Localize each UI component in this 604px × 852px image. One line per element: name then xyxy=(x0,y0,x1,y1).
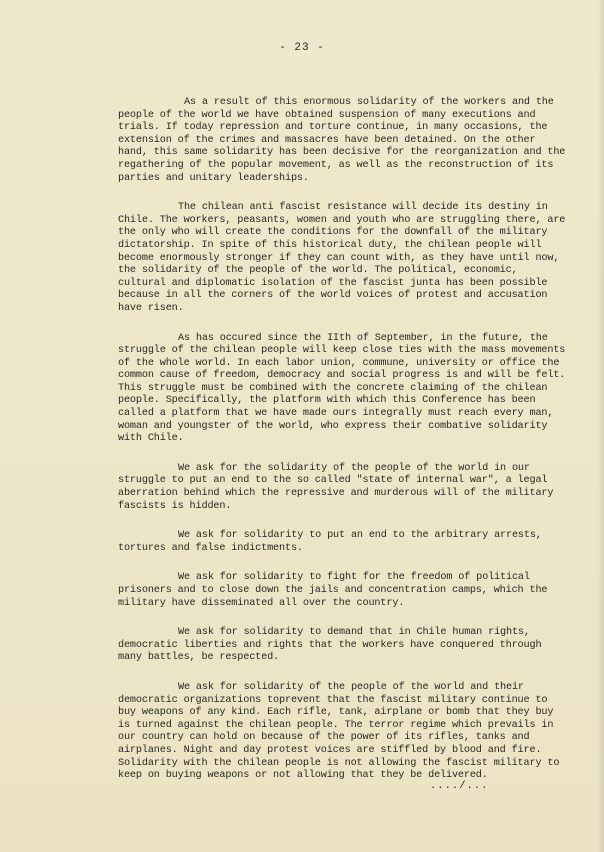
paragraph-antifascist-resistance: The chilean anti fascist resistance will decide its destiny in Chile. The workers, peasants, women and youth who are struggling there, are the only who will create the conditions for the downfall of the military dictatorship. In spite of this historical duty, the chilean people will become enormously stronger if they can count with, as they have until now, the solidarity of the people of the world. The political, economic, cultural and diplomatic isolation of the fascist junta has been possible because in all the corners of the world voices of protest and accusation have risen. xyxy=(118,202,566,314)
paragraph-solidarity-results: As a result of this enormous solidarity of the workers and the people of the world we have obtained suspension of many executions and trials. If today repression and torture continue, in many occasions, the extension of the crimes and massacres have been detained. On the other hand, this same solidarity has been decisive for the reorganization and the regathering of the popular movement, as well as the reconstruction of its parties and unitary leaderships. xyxy=(118,97,566,184)
page-edge-shadow xyxy=(598,0,604,852)
paragraph-arbitrary-arrests: We ask for solidarity to put an end to the arbitrary arrests, tortures and false indictments. xyxy=(118,530,542,554)
paragraph-human-rights: We ask for solidarity to demand that in Chile human rights, democratic liberties and rights that the workers have conquered through many battles, be respected. xyxy=(118,627,542,664)
page-number: - 23 - xyxy=(279,42,325,54)
continuation-mark: ..../... xyxy=(430,780,489,792)
document-body xyxy=(118,97,570,800)
paragraph-weapons-embargo: We ask for solidarity of the people of the world and their democratic organizations toprevent that the fascist military continue to buy weapons of any kind. Each rifle, tank, airplane or bomb that they buy is turned against the chilean people. The terror regime which prevails in our country can hold on because of the power of its rifles, tanks and airplanes. Night and day protest voices are stiffled by blood and fire. Solidarity with the chilean people is not allowing the fascist military to keep on buying weapons or not allowing that they be delivered. xyxy=(118,681,560,782)
paragraph-political-prisoners: We ask for solidarity to fight for the freedom of political prisoners and to close down the jails and concentration camps, which the military have disseminated all over the country. xyxy=(118,572,548,609)
paragraph-mass-movements: As has occured since the IIth of September, in the future, the struggle of the chilean people will keep close ties with the mass movements of the whole world. In each labor union, commune, university or office the common cause of freedom, democracy and social progress is and will be felt. This struggle must be combined with the concrete claiming of the chilean people. Specifically, the platform with which this Conference has been called a platform that we have made ours integrally must reach every man, woman and youngster of the world, who express their combative solidarity with Chile. xyxy=(118,332,566,445)
paragraph-state-of-internal-war: We ask for the solidarity of the people of the world in our struggle to put an end to the so called "state of internal war", a legal aberration behind which the repressive and murderous will of the military fascists is hidden. xyxy=(118,462,554,512)
